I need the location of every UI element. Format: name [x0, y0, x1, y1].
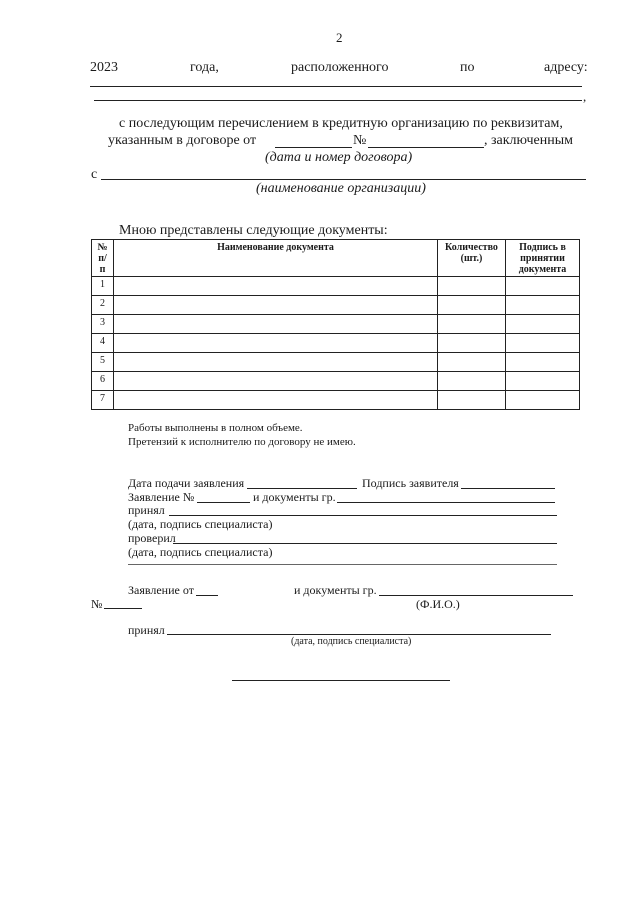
address-word: адресу:	[544, 60, 588, 75]
signature-cell[interactable]	[506, 296, 580, 315]
row-number: 7	[92, 391, 114, 410]
checked-field[interactable]	[173, 543, 557, 544]
accepted-label: принял	[128, 503, 165, 517]
bottom-separator	[232, 680, 450, 681]
quantity-cell[interactable]	[438, 391, 506, 410]
works-line-1: Работы выполнены в полном объеме.	[128, 422, 303, 434]
docs-title: Мною представлены следующие документы:	[119, 223, 388, 238]
receipt-hint-date-sign: (дата, подпись специалиста)	[291, 636, 412, 647]
table-row	[92, 353, 580, 372]
address-line-1[interactable]	[90, 86, 582, 87]
signature-cell[interactable]	[506, 372, 580, 391]
document-name-cell[interactable]	[114, 391, 438, 410]
contract-date-field[interactable]	[275, 147, 352, 148]
document-name-cell[interactable]	[114, 353, 438, 372]
quantity-cell[interactable]	[438, 372, 506, 391]
year-word: года,	[190, 60, 219, 75]
quantity-cell[interactable]	[438, 277, 506, 296]
header-qty: Количество (шт.)	[438, 240, 506, 277]
document-name-cell[interactable]	[114, 277, 438, 296]
hint-date-sign-1: (дата, подпись специалиста)	[128, 517, 273, 531]
header-name: Наименование документа	[114, 240, 438, 277]
table-row	[92, 391, 580, 410]
document-name-cell[interactable]	[114, 315, 438, 334]
submission-date-label: Дата подачи заявления	[128, 476, 245, 490]
year-text: 2023	[90, 60, 118, 75]
document-name-cell[interactable]	[114, 334, 438, 353]
receipt-number-field[interactable]	[104, 608, 142, 609]
with-prefix: с	[91, 167, 98, 182]
quantity-cell[interactable]	[438, 296, 506, 315]
works-line-2: Претензий к исполнителю по договору не имею.	[128, 436, 356, 448]
submission-date-field[interactable]	[247, 488, 357, 489]
row-number: 2	[92, 296, 114, 315]
row-number: 5	[92, 353, 114, 372]
accepted-field[interactable]	[169, 515, 557, 516]
transfer-line-2-end: , заключенным	[484, 133, 573, 148]
quantity-cell[interactable]	[438, 334, 506, 353]
receipt-num-sign: №	[91, 597, 103, 611]
header-sign: Подпись в принятии документа	[506, 240, 580, 277]
checked-label: проверил	[128, 531, 176, 545]
located-word: расположенного	[291, 60, 389, 75]
num-sign: №	[353, 133, 367, 148]
receipt-statement-from: Заявление от	[128, 583, 194, 597]
at-word: по	[460, 60, 475, 75]
address-line-comma: ,	[583, 89, 587, 104]
and-docs-label: и документы гр.	[253, 490, 336, 504]
row-number: 4	[92, 334, 114, 353]
citizen-name-field[interactable]	[337, 502, 555, 503]
header-num: № п/п	[92, 240, 114, 277]
transfer-line-1: с последующим перечислением в кредитную организацию по реквизитам,	[119, 116, 563, 131]
table-row	[92, 334, 580, 353]
table-row	[92, 315, 580, 334]
applicant-sign-label: Подпись заявителя	[362, 476, 459, 490]
statement-number-field[interactable]	[197, 502, 250, 503]
organization-field[interactable]	[101, 179, 586, 180]
quantity-cell[interactable]	[438, 353, 506, 372]
page-number: 2	[336, 30, 343, 45]
receipt-citizen-field[interactable]	[379, 595, 573, 596]
quantity-cell[interactable]	[438, 315, 506, 334]
document-name-cell[interactable]	[114, 296, 438, 315]
signature-cell[interactable]	[506, 334, 580, 353]
cut-line	[128, 564, 557, 565]
applicant-sign-field[interactable]	[461, 488, 555, 489]
row-number: 1	[92, 277, 114, 296]
transfer-line-2-start: указанным в договоре от	[108, 133, 257, 148]
receipt-accepted-label: принял	[128, 623, 165, 637]
signature-cell[interactable]	[506, 315, 580, 334]
hint-date-sign-2: (дата, подпись специалиста)	[128, 545, 273, 559]
statement-number-label: Заявление №	[128, 490, 195, 504]
receipt-fio-hint: (Ф.И.О.)	[416, 597, 460, 611]
signature-cell[interactable]	[506, 353, 580, 372]
hint-contract: (дата и номер договора)	[265, 150, 413, 165]
receipt-date-field[interactable]	[196, 595, 218, 596]
table-row	[92, 296, 580, 315]
table-row	[92, 372, 580, 391]
table-header-row	[92, 240, 580, 277]
receipt-accepted-field[interactable]	[167, 634, 551, 635]
contract-number-field[interactable]	[368, 147, 484, 148]
table-row	[92, 277, 580, 296]
documents-table	[91, 239, 580, 410]
address-line-2[interactable]	[94, 100, 582, 101]
row-number: 6	[92, 372, 114, 391]
receipt-and-docs: и документы гр.	[294, 583, 377, 597]
row-number: 3	[92, 315, 114, 334]
document-name-cell[interactable]	[114, 372, 438, 391]
hint-organization: (наименование организации)	[256, 181, 426, 196]
signature-cell[interactable]	[506, 391, 580, 410]
signature-cell[interactable]	[506, 277, 580, 296]
